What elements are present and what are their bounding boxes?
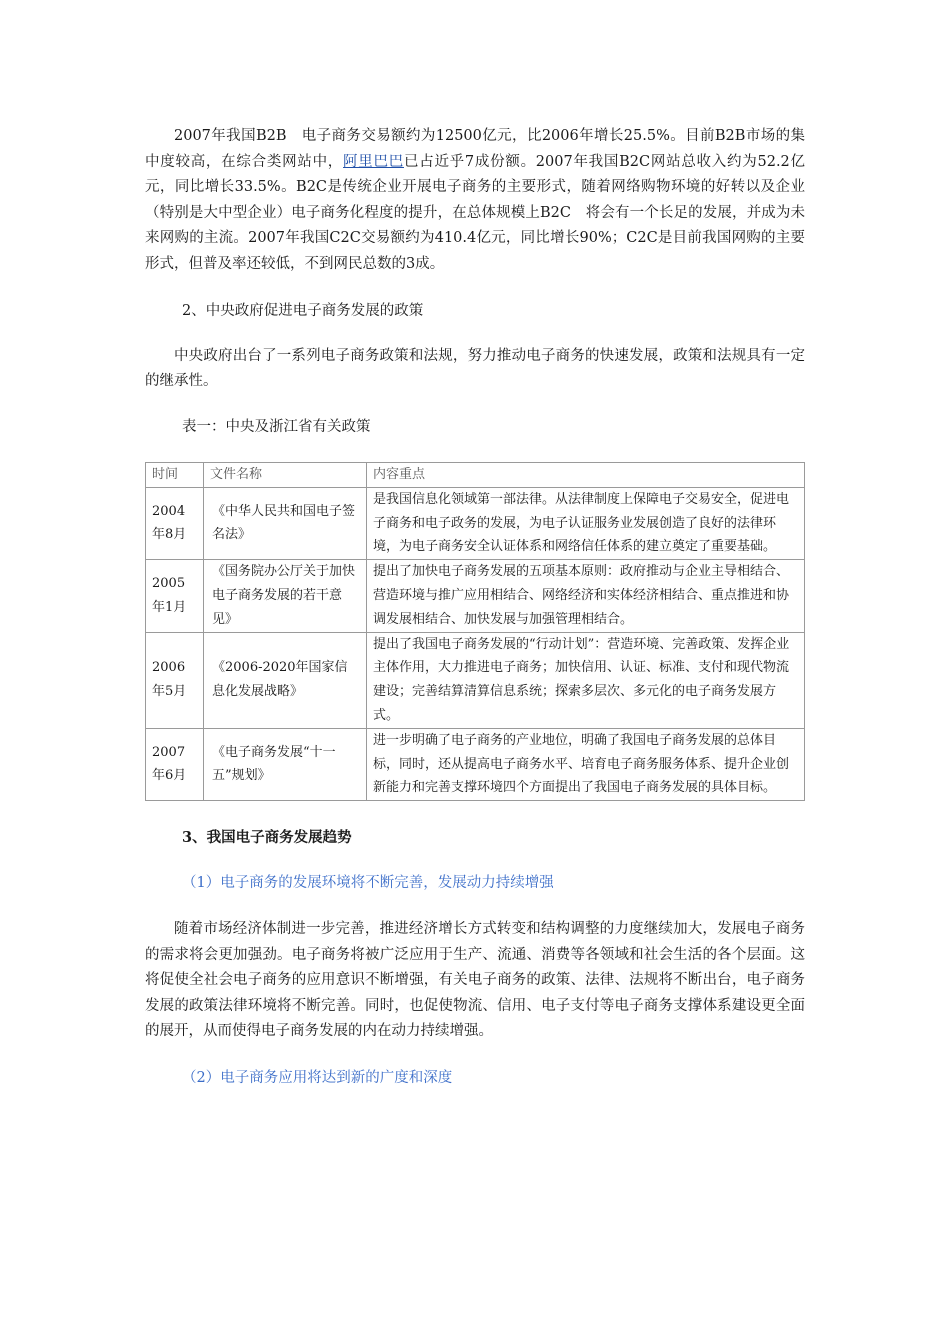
intro-text-2: 已占近乎7成份额。2007年我国B2C网站总收入约为52.2亿元，同比增长33.5%。B2C是传统企业开展电子商务的主要形式，随着网络购物环境的好转以及企业（特别是大中型企业）电子商务化程度的提升，在总体规模上B2C 将会有一个长足的发展，并成为未来网购的主流。2007年我国C2C交易额约为410.4亿元，同比增长90%；C2C是目前我国网购的主要形式，但普及率还较低，不到网民总数的3成。 [145,153,806,272]
table-header-row [146,462,805,487]
intro-text-1: 2007年我国B2B 电子商务交易额约为12500亿元，比2006年增长25.5%。目前B2B市场的集中度较高，在综合类网站中， [145,128,805,170]
row-content: 提出了我国电子商务发展的“行动计划”：营造环境、完善政策、发挥企业主体作用，大力推进电子商务；加快信用、认证、标准、支付和现代物流建设；完善结算清算信息系统；探索多层次、多元化的电子商务发展方式。 [367,632,805,728]
row-content: 是我国信息化领域第一部法律。从法律制度上保障电子交易安全，促进电子商务和电子政务的发展，为电子认证服务业发展创造了良好的法律环境，为电子商务安全认证体系和网络信任体系的建立奠定了重要基础。 [367,487,805,559]
table-row [146,487,805,559]
row-time: 2006年5月 [146,632,204,728]
document-page [145,0,805,1091]
subsection1-paragraph: 随着市场经济体制进一步完善，推进经济增长方式转变和结构调整的力度继续加大，发展电子商务的需求将会更加强劲。电子商务将被广泛应用于生产、流通、消费等各领域和社会生活的各个层面。这将促使全社会电子商务的应用意识不断增强，有关电子商务的政策、法律、法规将不断出台，电子商务发展的政策法律环境将不断完善。同时，也促使物流、信用、电子支付等电子商务支撑体系建设更全面的展开，从而使得电子商务发展的内在动力持续增强。 [145,921,805,1040]
header-content: 内容重点 [367,462,805,487]
alibaba-link[interactable]: 阿里巴巴 [343,153,404,170]
header-name: 文件名称 [204,462,367,487]
section3-heading: 3、我国电子商务发展趋势 [182,829,352,847]
row-document-name-text: 《2006-2020年国家信息化发展战略》 [212,660,348,700]
table-row [146,632,805,728]
section2-paragraph: 中央政府出台了一系列电子商务政策和法规，努力推动电子商务的快速发展，政策和法规具有一定的继承性。 [145,347,805,390]
row-time: 2007年6月 [146,728,204,800]
row-document-name [204,728,367,800]
row-document-name-text: 《中华人民共和国电子签名法》 [212,503,356,543]
row-time: 2005年1月 [146,560,204,632]
row-document-name [204,560,367,632]
section2-heading: 2、中央政府促进电子商务发展的政策 [182,302,424,319]
row-document-name-text: 《国务院办公厅关于加快电子商务发展的若干意见》 [212,564,356,627]
subsection1-heading: （1）电子商务的发展环境将不断完善，发展动力持续增强 [182,875,554,892]
row-content: 进一步明确了电子商务的产业地位，明确了我国电子商务发展的总体目标，同时，还从提高电子商务水平、培育电子商务服务体系、提升企业创新能力和完善支撑环境四个方面提出了我国电子商务发展的具体目标。 [367,728,805,800]
row-document-name [204,487,367,559]
row-content: 提出了加快电子商务发展的五项基本原则：政府推动与企业主导相结合、营造环境与推广应用相结合、网络经济和实体经济相结合、重点推进和协调发展相结合、加快发展与加强管理相结合。 [367,560,805,632]
table-caption: 表一：中央及浙江省有关政策 [182,418,371,435]
intro-paragraph [145,124,805,278]
table-row [146,560,805,632]
header-time: 时间 [146,462,204,487]
subsection2-heading: （2）电子商务应用将达到新的广度和深度 [182,1070,453,1087]
policy-table [145,462,805,801]
row-document-name [204,632,367,728]
table-row [146,728,805,800]
row-time: 2004年8月 [146,487,204,559]
row-document-name-text: 《电子商务发展“十一五”规划》 [212,744,336,784]
